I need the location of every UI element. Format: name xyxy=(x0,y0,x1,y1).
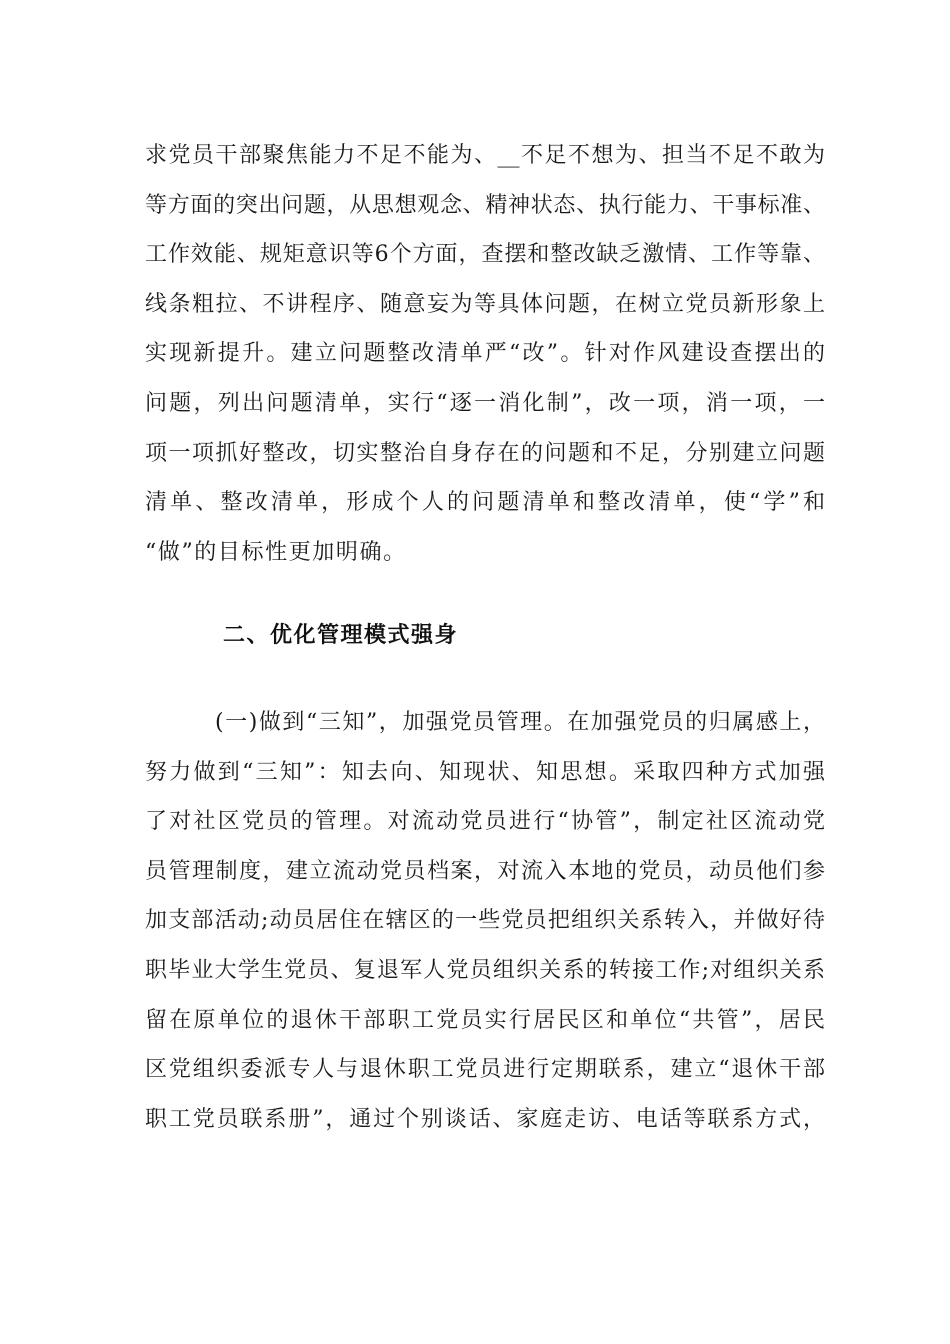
text-line: 求党员干部聚焦能力不足不能为、__不足不想为、担当不足不敢为 xyxy=(145,143,825,168)
text-line: 工作效能、规矩意识等6个方面，查摆和整改缺乏激情、工作等靠、 xyxy=(145,242,825,268)
text-line: 区党组织委派专人与退休职工党员进行定期联系，建立“退休干部 xyxy=(145,1057,825,1083)
text-line: 清单、整改清单，形成个人的问题清单和整改清单，使“学”和 xyxy=(145,490,825,516)
section-heading: 二、优化管理模式强身 xyxy=(223,623,459,648)
text-line: 问题，列出问题清单，实行“逐一消化制”，改一项，消一项，一 xyxy=(145,390,825,416)
text-line: 线条粗拉、不讲程序、随意妄为等具体问题，在树立党员新形象上 xyxy=(145,291,825,317)
text-line: 员管理制度，建立流动党员档案，对流入本地的党员，动员他们参 xyxy=(145,858,825,884)
text-line: 留在原单位的退休干部职工党员实行居民区和单位“共管”，居民 xyxy=(145,1007,825,1033)
text-line: 努力做到“三知”：知去向、知现状、知思想。采取四种方式加强 xyxy=(145,759,825,785)
text-line: 加支部活动;动员居住在辖区的一些党员把组织关系转入，并做好待 xyxy=(145,908,825,934)
paragraph-2 xyxy=(145,698,825,1144)
text-line: 了对社区党员的管理。对流动党员进行“协管”，制定社区流动党 xyxy=(145,809,825,835)
text-line-last: “做”的目标性更加明确。 xyxy=(145,539,407,565)
text-line: 职毕业大学生党员、复退军人党员组织关系的转接工作;对组织关系 xyxy=(145,957,825,983)
text-line-first: (一)做到“三知”，加强党员管理。在加强党员的归属感上， xyxy=(215,710,825,735)
text-line: 项一项抓好整改，切实整治自身存在的问题和不足，分别建立问题 xyxy=(145,440,825,466)
paragraph-1 xyxy=(145,131,825,577)
text-line: 实现新提升。建立问题整改清单严“改”。针对作风建设查摆出的 xyxy=(145,341,825,367)
text-line: 职工党员联系册”，通过个别谈话、家庭走访、电话等联系方式， xyxy=(145,1106,825,1132)
text-line: 等方面的突出问题，从思想观念、精神状态、执行能力、干事标准、 xyxy=(145,192,825,218)
